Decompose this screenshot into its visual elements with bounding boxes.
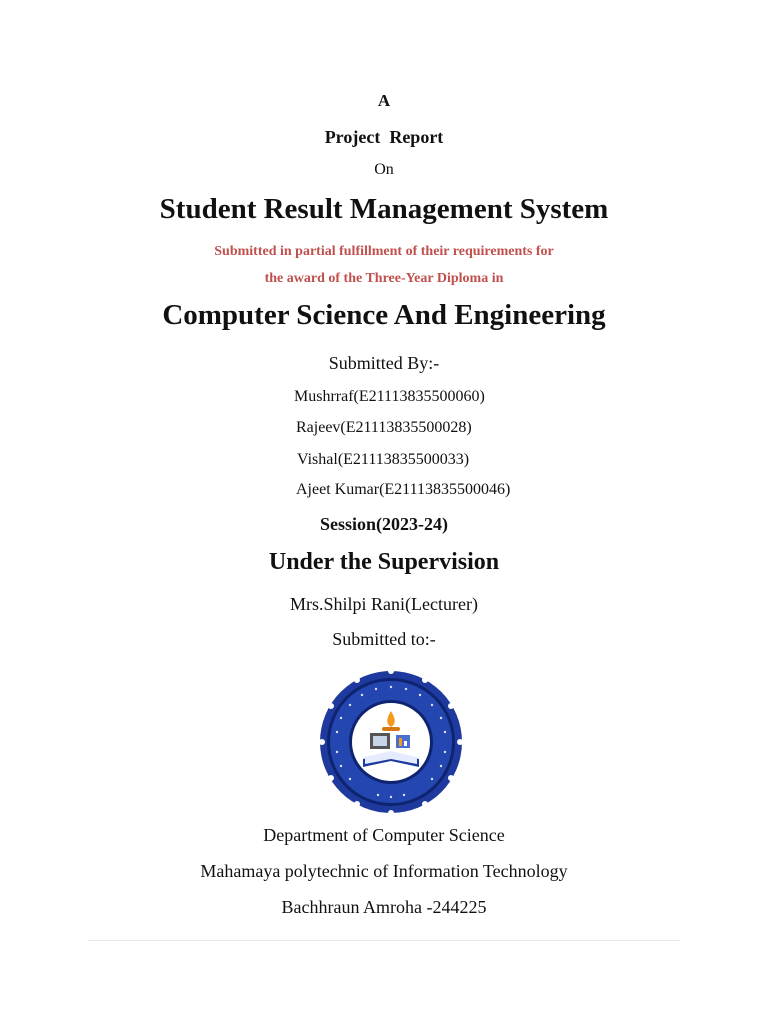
fulfillment-line-1: Submitted in partial fulfillment of their requirements for (214, 244, 554, 259)
footer-divider (88, 940, 680, 941)
program-name: Computer Science And Engineering (162, 299, 606, 331)
member-2: Rajeev(E21113835500028) (296, 419, 472, 436)
article-a: A (377, 91, 391, 110)
fulfillment-line-2: the award of the Three-Year Diploma in (264, 271, 504, 286)
college-name: Mahamaya polytechnic of Information Technology (200, 861, 568, 881)
supervision-heading: Under the Supervision (268, 549, 500, 575)
address: Bachhraun Amroha -244225 (281, 897, 487, 917)
member-1: Mushrraf(E21113835500060) (294, 388, 485, 405)
submitted-to-label: Submitted to:- (332, 629, 436, 649)
member-3: Vishal(E21113835500033) (297, 451, 470, 468)
on-label: On (374, 161, 394, 178)
institute-seal-logo (318, 667, 464, 817)
supervisor-name: Mrs.Shilpi Rani(Lecturer) (290, 594, 478, 614)
institute-seal-graphic (318, 667, 464, 817)
department: Department of Computer Science (263, 825, 505, 845)
member-4: Ajeet Kumar(E21113835500046) (296, 481, 511, 498)
doc-type: Project Report (324, 127, 444, 147)
page-title: Student Result Management System (159, 193, 609, 225)
session: Session(2023-24) (319, 514, 448, 534)
submitted-by-label: Submitted By:- (328, 353, 440, 373)
